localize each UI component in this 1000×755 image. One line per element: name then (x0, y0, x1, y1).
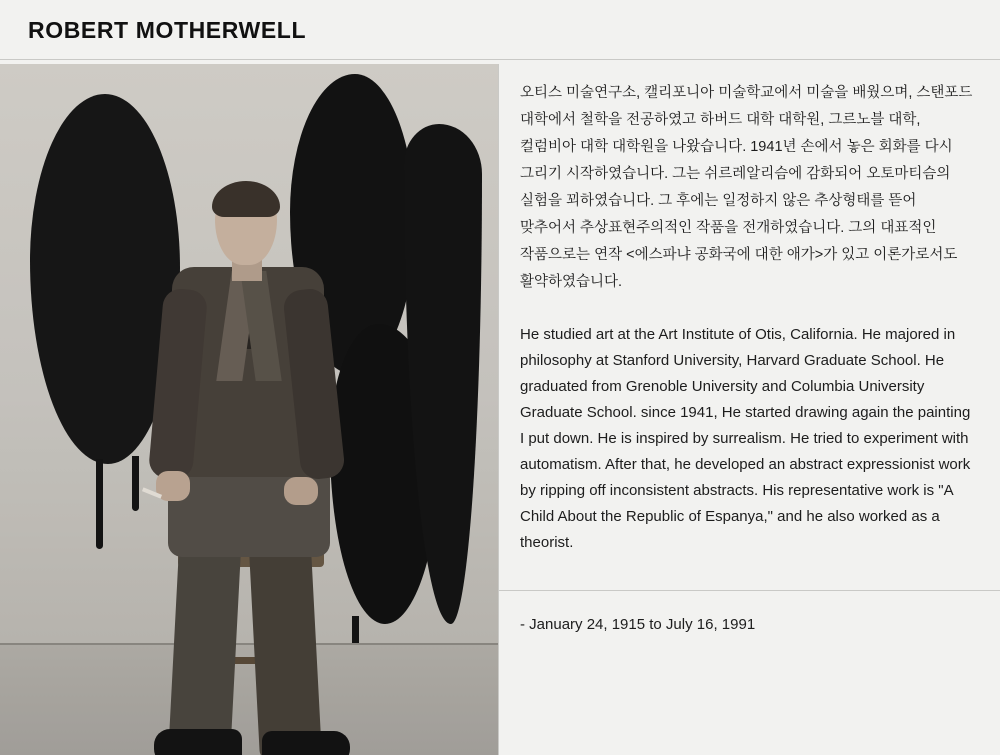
photo-background (0, 64, 498, 755)
dates-divider (499, 590, 1000, 591)
column-divider (498, 64, 499, 755)
biography-text (520, 80, 975, 556)
page-title: ROBERT MOTHERWELL (28, 17, 307, 43)
biography-english: He studied art at the Art Institute of Otis, California. He majored in philosophy at Stanford University, Harvard Graduate School. He graduated from Grenoble University and Columbia University Graduate School. since 1941, He started drawing again the painting I put down. He is inspired by surrealism. He tried to experiment with automatism. After that, he developed an abstract expressionist work by ripping off inconsistent abstracts. His representative work is "A Child About the Republic of Espanya," and he also worked as a theorist. (520, 326, 971, 551)
photo-tone-overlay (0, 64, 498, 755)
biography-korean: 오티스 미술연구소, 캘리포니아 미술학교에서 미술을 배웠으며, 스탠포드 대학에서 철학을 전공하였고 하버드 대학 대학원, 그르노블 대학, 컬럼비아 대학 대학원을 나왔습니다. 1941년 손에서 놓은 회화를 다시 그리기 시작하였습니다. 그는 쉬르레알리슴에 감화되어 오토마티슴의 실험을 꾀하였습니다. 그 후에는 일정하지 않은 추상형태를 뜯어 맞추어서 추상표현주의적인 작품을 전개하였습니다. 그의 대표적인 작품으로는 연작 <에스파냐 공화국에 대한 애가>가 있고 이론가로서도 활약하였습니다. (520, 85, 973, 290)
header-divider (0, 59, 1000, 60)
artist-photo (0, 64, 498, 755)
life-dates: - January 24, 1915 to July 16, 1991 (520, 616, 756, 633)
page-header (0, 0, 1000, 60)
